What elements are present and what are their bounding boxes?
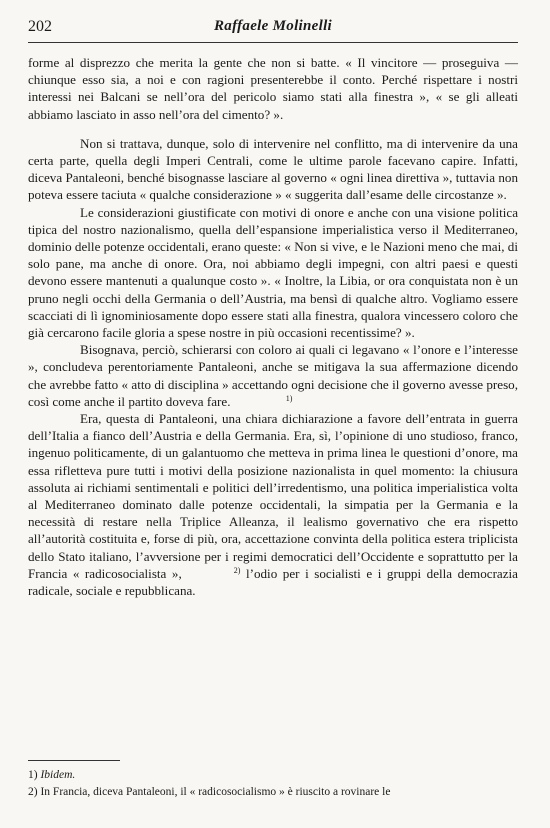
paragraph-4-text: Bisognava, perciò, schierarsi con coloro ai quali ci legavano « l’onore e l’interesse », concludeva perentoriamente Pantaleoni, anche se mitigava la sua affermazione dicendo che avrebbe fatto « atto di disciplina » accettando ogni decisione che il governo avesse preso, così come anche il partito doveva fare. xyxy=(28,342,518,409)
paragraph-2: Non si trattava, dunque, solo di intervenire nel conflitto, ma di intervenire da una certa parte, quella degli Imperi Centrali, come le ultime parole facevano capire. Infatti, diceva Pantaleoni, benché bisognasse lasciare al governo « ogni linea direttiva », tuttavia non poteva essere taciuta « qualche considerazione » « suggerita dall’esame delle circostanze ». xyxy=(28,135,518,203)
footnote-rule xyxy=(28,760,120,761)
page-number: 202 xyxy=(28,18,52,35)
paragraph-5-end: l’odio per i socialisti e i gruppi della democrazia radicale, sociale e repubblicana. xyxy=(28,565,518,599)
footnote-2-marker: 2) xyxy=(28,786,38,798)
page-header xyxy=(28,18,518,43)
footnote-2 xyxy=(28,784,518,801)
running-head: Raffaele Molinelli xyxy=(213,18,333,34)
footnote-2-text: In Francia, diceva Pantaleoni, il « radicosocialismo » è riuscito a rovinare le xyxy=(40,786,391,798)
footnotes xyxy=(28,760,518,801)
footnote-1 xyxy=(28,767,518,784)
paragraph-3: Le considerazioni giustificate con motivi di onore e anche con una visione politica tipica del nostro nazionalismo, quella dell’espansione imperialistica verso il Mediterraneo, dominio delle potenze occidentali, erano queste: « Non si vive, e le Nazioni meno che mai, di solo pane, ma anche di onore. Ora, noi abbiamo degli impegni, con altri paesi e questi devono essere mantenuti a qualunque costo ». « Inoltre, la Libia, or ora conquistata non è un pruno negli occhi della Germania o dell’Austria, ma bensì di qualche altro. Vogliamo essere scacciati di lì ignominiosamente dopo essere stati alla finestra, qualora vincessero coloro che già cercarono facile gloria a spese nostre in più occasioni recentissime? ». xyxy=(28,204,518,341)
body-text xyxy=(28,54,518,599)
footnote-1-marker: 1) xyxy=(28,769,38,781)
paragraph-5: Era, questa di Pantaleoni, una chiara dichiarazione a favore dell’entrata in guerra dell’Italia a fianco dell’Austria e della Germania. Era, sì, l’opinione di uno studioso, franco, ingenuo politicamente, di un galantuomo che metteva in prima linea le questioni d’onore, ma essa rifletteva pure tutti i motivi della posizione nazionalista in quel momento: la chiusura assoluta ai richiami sentimentali e politici dell’irredentismo, una politica imperialistica volta al Mediterraneo dominato dalle potenze occidentali, la simpatia per la Germania e la necessità di restare nella Triplice Alleanza, il lealismo governativo che era rispetto all’autorità costituita e, forse di più, ora, accettazione convinta della politica estera triplicista dello Stato italiano, l’avversione per i regimi democratici dell’Occidente e soprattutto per la Francia « radicosocialista », 2) l’odio per i socialisti e i gruppi della democrazia radicale, sociale e repubblicana. xyxy=(28,411,518,599)
paragraph-5-text: Era, questa di Pantaleoni, una chiara dichiarazione a favore dell’entrata in guerra dell’Italia a fianco dell’Austria e della Germania. Era, sì, l’opinione di uno studioso, franco, ingenuo politicamente, di un galantuomo che metteva in prima linea le questioni d’onore, ma essa rifletteva pure tutti i motivi della posizione nazionalista in quel momento: la chiusura assoluta ai richiami sentimentali e politici dell’irredentismo, una politica imperialistica volta al Mediterraneo dominato dalle potenze occidentali, la simpatia per la Germania e la necessità di restare nella Triplice Alleanza, il lealismo governativo che era rispetto all’autorità costituita e, forse di più, ora, accettazione convinta della politica estera triplicista dello Stato italiano, l’avversione per i regimi democratici dell’Occidente e soprattutto per la Francia « radicosocialista », xyxy=(28,411,518,581)
paragraph-1: forme al disprezzo che merita la gente che non si batte. « Il vincitore — proseguiva — chiunque esso sia, a noi e con ragioni presenterebbe il conto. Perché rispettare i nostri interessi nei Balcani se nell’ora del pericolo siamo stati alla finestra », « se gli alleati abbiamo lasciato in asso nell’ora del cimento? ». xyxy=(28,55,518,122)
footnote-1-text: Ibidem. xyxy=(40,769,76,781)
paragraph-4: Bisognava, perciò, schierarsi con coloro ai quali ci legavano « l’onore e l’interesse », concludeva perentoriamente Pantaleoni, anche se mitigava la sua affermazione dicendo che avrebbe fatto « atto di disciplina » accettando ogni decisione che il governo avesse preso, così come anche il partito doveva fare. 1) xyxy=(28,342,518,409)
